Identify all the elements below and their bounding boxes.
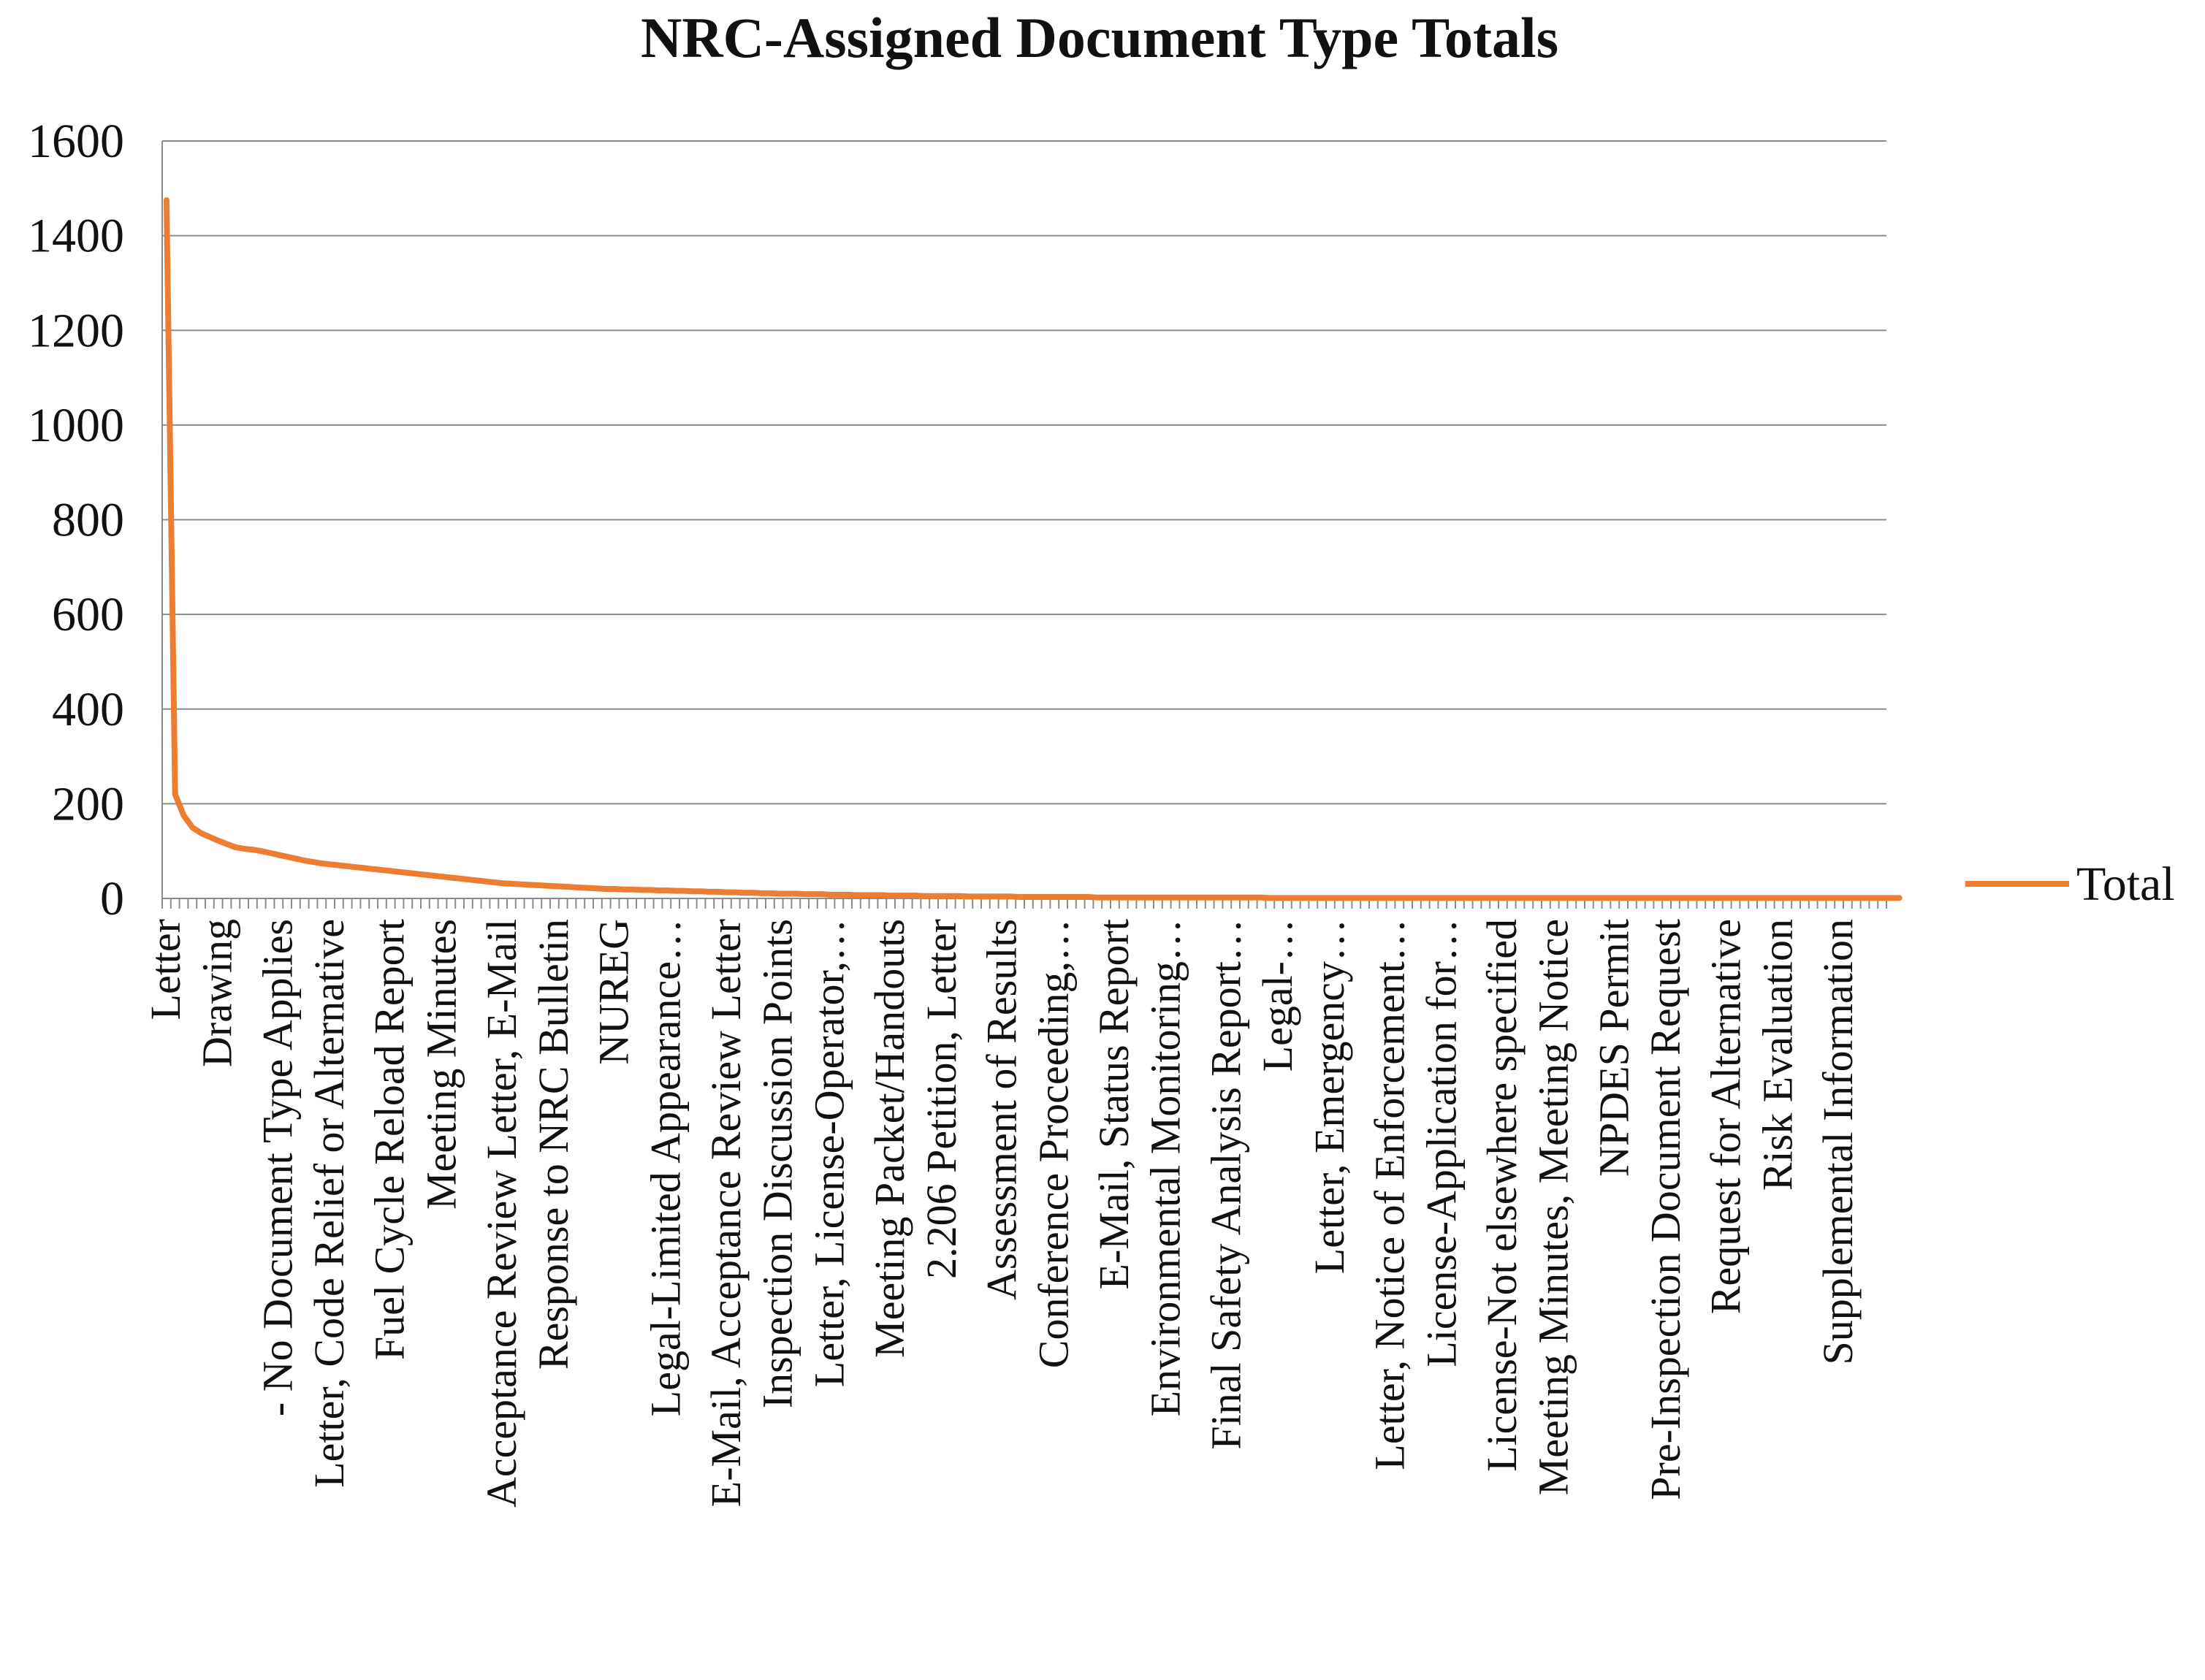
x-axis-tick-labels	[142, 919, 1862, 1508]
x-tick-label: NPDES Permit	[1590, 919, 1638, 1177]
x-tick-label: Fuel Cycle Reload Report	[365, 919, 414, 1361]
y-axis-tick-labels	[28, 115, 124, 925]
x-tick-label: Letter, License-Operator,…	[805, 919, 853, 1388]
x-tick-label: Risk Evaluation	[1753, 919, 1802, 1191]
y-tick-label: 800	[52, 493, 124, 547]
chart-title: NRC-Assigned Document Type Totals	[640, 6, 1559, 69]
y-tick-label: 600	[52, 588, 124, 642]
x-tick-label: Final Safety Analysis Report…	[1202, 919, 1250, 1450]
x-tick-label: - No Document Type Applies	[254, 919, 302, 1417]
x-tick-label: License-Not elsewhere specified	[1477, 919, 1526, 1472]
x-tick-label: Response to NRC Bulletin	[529, 919, 577, 1370]
y-tick-label: 1600	[28, 115, 124, 168]
series-line-total	[167, 200, 1900, 898]
x-tick-label: Pre-Inspection Document Request	[1642, 919, 1690, 1500]
y-tick-label: 200	[52, 777, 124, 831]
x-tick-label: Letter, Code Relief or Alternative	[305, 919, 354, 1488]
x-tick-label: License-Application for…	[1417, 919, 1466, 1367]
y-tick-label: 1200	[28, 304, 124, 358]
x-tick-label: Meeting Minutes, Meeting Notice	[1529, 919, 1577, 1496]
x-tick-label: NUREG	[590, 919, 638, 1065]
x-tick-label: Meeting Packet/Handouts	[866, 919, 914, 1358]
x-tick-label: E-Mail, Acceptance Review Letter	[701, 919, 750, 1508]
x-tick-label: Supplemental Information	[1814, 919, 1862, 1365]
x-tick-label: Environmental Monitoring…	[1141, 919, 1189, 1417]
x-tick-label: Inspection Discussion Points	[753, 919, 801, 1409]
axes	[162, 141, 1886, 909]
x-tick-label: 2.206 Petition, Letter	[917, 919, 965, 1279]
y-tick-label: 400	[52, 682, 124, 736]
x-tick-label: Legal-Limited Appearance…	[641, 919, 690, 1417]
series-lines	[167, 200, 1900, 898]
x-tick-label: Acceptance Review Letter, E-Mail	[478, 919, 526, 1508]
x-tick-label: E-Mail, Status Report	[1089, 918, 1138, 1290]
x-tick-label: Letter, Emergency…	[1305, 918, 1353, 1275]
x-tick-label: Request for Alternative	[1702, 919, 1750, 1315]
y-tick-label: 0	[100, 872, 124, 925]
x-tick-label: Drawing	[193, 919, 241, 1067]
x-tick-label: Meeting Minutes	[417, 919, 465, 1210]
legend-label: Total	[2076, 858, 2175, 911]
gridlines	[162, 141, 1886, 803]
x-tick-label: Legal-…	[1254, 919, 1302, 1072]
x-tick-label: Letter, Notice of Enforcement…	[1366, 919, 1414, 1470]
x-tick-label: Letter	[141, 919, 189, 1020]
y-tick-label: 1400	[28, 209, 124, 263]
x-tick-label: Conference Proceeding,…	[1029, 919, 1078, 1369]
legend	[1965, 858, 2175, 911]
y-tick-label: 1000	[28, 398, 124, 452]
x-tick-label: Assessment of Results	[978, 919, 1026, 1300]
